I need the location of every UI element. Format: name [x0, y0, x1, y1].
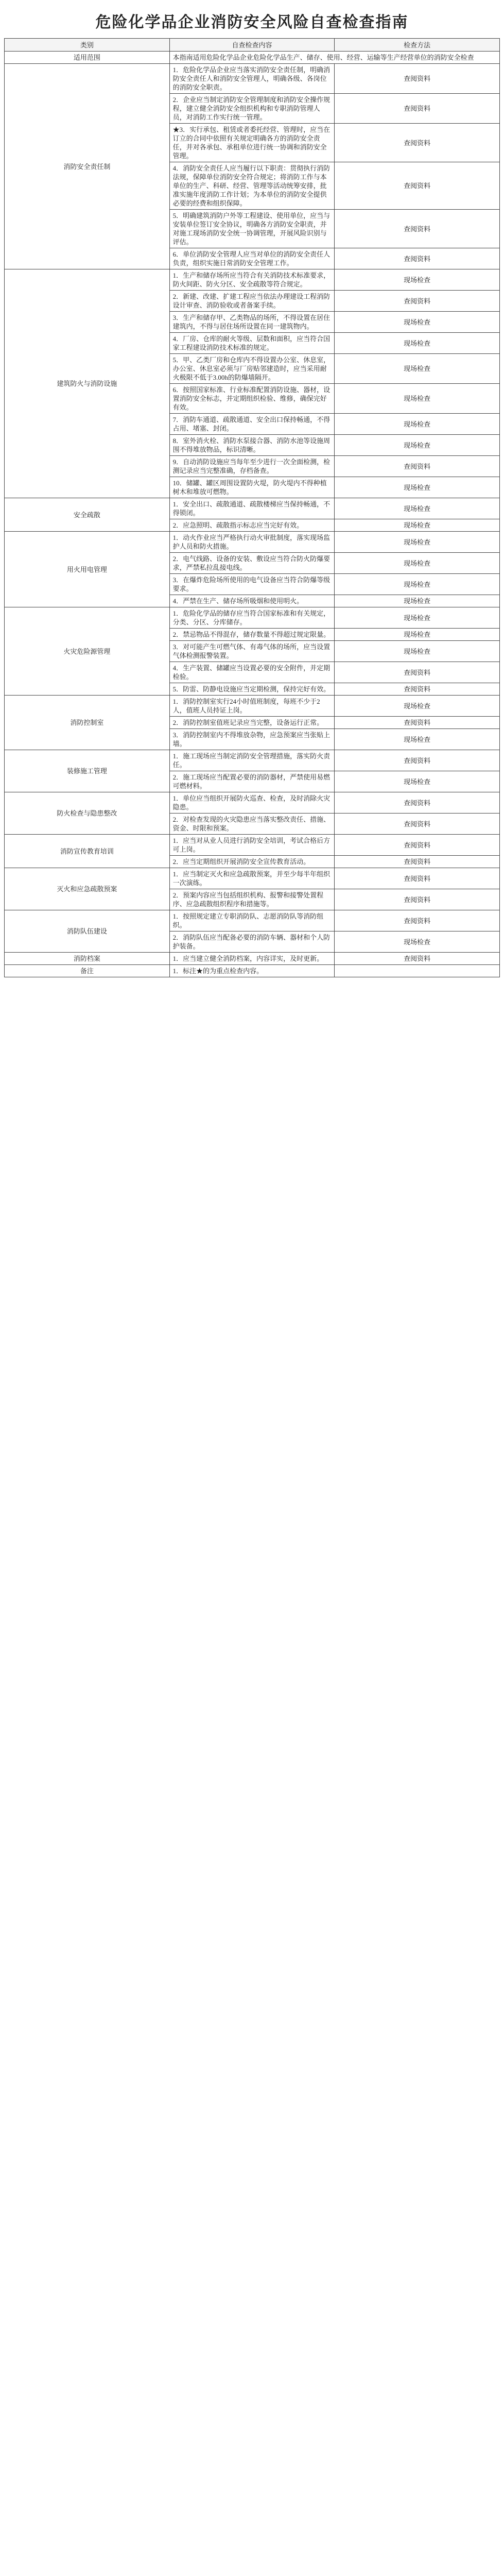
- check-method: 现场检查: [335, 414, 500, 435]
- requirement-text: 4．消防安全责任人应当履行以下职责：贯彻执行消防法规，保障单位消防安全符合规定；将消防工作与本单位的生产、科研、经营、管理等活动统筹安排，批准实施年度消防工作计划；为本单位的消防安全提供必要的经费和组织保障。: [169, 162, 335, 210]
- table-row: [5, 868, 500, 889]
- requirement-text: 4．厂房、仓库的耐火等级、层数和面积，应当符合国家工程建设消防技术标准的规定。: [169, 333, 335, 354]
- table-row: [5, 607, 500, 629]
- requirement-text: 4．生产装置、储罐应当设置必要的安全附件，并定期检验。: [169, 662, 335, 683]
- checklist-table: [4, 38, 500, 977]
- check-method: 现场检查: [335, 532, 500, 553]
- requirement-text: 5．防雷、防静电设施应当定期检测，保持完好有效。: [169, 683, 335, 696]
- check-method: 查阅资料: [335, 456, 500, 477]
- check-method: 查阅资料: [335, 94, 500, 124]
- check-method: 现场检查: [335, 931, 500, 953]
- page: [0, 0, 504, 982]
- check-method: 查阅资料: [335, 64, 500, 94]
- check-method: 查阅资料: [335, 210, 500, 248]
- requirement-text: 1．动火作业应当严格执行动火审批制度，落实现场监护人员和防火措施。: [169, 532, 335, 553]
- requirement-text: 1．安全出口、疏散通道、疏散楼梯应当保持畅通，不得锁闭。: [169, 498, 335, 519]
- table-row: [5, 965, 500, 977]
- requirement-text: 2．应当定期组织开展消防安全宣传教育活动。: [169, 856, 335, 868]
- section-category: 备注: [5, 965, 170, 977]
- requirement-text: 3．消防控制室内不得堆放杂物，应急预案应当张贴上墙。: [169, 729, 335, 750]
- requirement-text: 10．储罐、罐区周围设置防火堤，防火堤内不得种植树木和堆放可燃物。: [169, 477, 335, 498]
- requirement-text: 1．危险化学品的储存应当符合国家标准和有关规定，分类、分区、分库储存。: [169, 607, 335, 629]
- check-method: 现场检查: [335, 607, 500, 629]
- requirement-text: 1．单位应当组织开展防火巡查、检查，及时消除火灾隐患。: [169, 792, 335, 814]
- requirement-text: ★3．实行承包、租赁或者委托经营、管理时，应当在订立的合同中依照有关规定明确各方的消防安全责任，并对各承包、承租单位进行统一协调和消防安全管理。: [169, 124, 335, 162]
- requirement-text: 6．单位消防安全管理人应当对单位的消防安全责任人负责，组织实施日常消防安全管理工作。: [169, 248, 335, 269]
- check-method: 查阅资料: [335, 792, 500, 814]
- check-method: 现场检查: [335, 498, 500, 519]
- requirement-text: 2．预案内容应当包括组织机构、报警和接警处置程序、应急疏散组织程序和措施等。: [169, 889, 335, 910]
- requirement-text: 6．按照国家标准、行业标准配置消防设施、器材，设置消防安全标志，并定期组织检验、维修，确保完好有效。: [169, 384, 335, 414]
- table-row: [5, 532, 500, 553]
- check-method: 查阅资料: [335, 889, 500, 910]
- check-method: 现场检查: [335, 641, 500, 662]
- section-category: 装修施工管理: [5, 750, 170, 792]
- section-category: 用火用电管理: [5, 532, 170, 607]
- check-method: 查阅资料: [335, 717, 500, 729]
- table-row: [5, 835, 500, 856]
- requirement-text: 1．施工现场应当制定消防安全管理措施，落实防火责任。: [169, 750, 335, 771]
- check-method: 现场检查: [335, 269, 500, 291]
- scope-text: 本指南适用危险化学品企业危险化学品生产、储存、使用、经营、运输等生产经营单位的消防安全检查: [169, 52, 499, 64]
- requirement-text: 2．消防队伍应当配备必要的消防车辆、器材和个人防护装备。: [169, 931, 335, 953]
- requirement-text: 2．企业应当制定消防安全管理制度和消防安全操作规程，建立健全消防安全组织机构和专职消防管理人员，对消防工作实行统一管理。: [169, 94, 335, 124]
- check-method: 现场检查: [335, 312, 500, 333]
- section-category: 消防队伍建设: [5, 910, 170, 953]
- requirement-text: 1．危险化学品企业应当落实消防安全责任制，明确消防安全责任人和消防安全管理人，明确各级、各岗位的消防安全职责。: [169, 64, 335, 94]
- table-row: [5, 64, 500, 94]
- check-method: 查阅资料: [335, 856, 500, 868]
- check-method: 现场检查: [335, 574, 500, 595]
- check-method: 查阅资料: [335, 662, 500, 683]
- requirement-text: 2．电气线路、设备的安装、敷设应当符合防火防爆要求，严禁私拉乱接电线。: [169, 553, 335, 574]
- requirement-text: 1．应当建立健全消防档案，内容详实，及时更新。: [169, 953, 335, 965]
- requirement-text: 2．消防控制室值班记录应当完整，设备运行正常。: [169, 717, 335, 729]
- page-title: 危险化学品企业消防安全风险自查检查指南: [95, 14, 409, 31]
- check-method: 查阅资料: [335, 750, 500, 771]
- table-row: [5, 269, 500, 291]
- check-method: 查阅资料: [335, 248, 500, 269]
- section-category: 建筑防火与消防设施: [5, 269, 170, 498]
- requirement-text: 1．应当制定灭火和应急疏散预案，并至少每半年组织一次演练。: [169, 868, 335, 889]
- requirement-text: 2．应急照明、疏散指示标志应当完好有效。: [169, 519, 335, 532]
- requirement-text: 1．应当对从业人员进行消防安全培训，考试合格后方可上岗。: [169, 835, 335, 856]
- requirement-text: 9．自动消防设施应当每年至少进行一次全面检测，检测记录应当完整准确，存档备查。: [169, 456, 335, 477]
- check-method: 现场检查: [335, 696, 500, 717]
- requirement-text: 5．明确建筑消防户外等工程建设、使用单位，应当与安装单位签订安全协议，明确各方消防安全职责，并对施工现场消防安全统一协调管理，开展风险识别与评估。: [169, 210, 335, 248]
- requirement-text: 3．生产和储存甲、乙类物品的场所，不得设置在居住建筑内，不得与居住场所设置在同一建筑物内。: [169, 312, 335, 333]
- header-requirement: 自查检查内容: [169, 39, 335, 52]
- check-method: 查阅资料: [335, 910, 500, 931]
- check-method: [335, 965, 500, 977]
- check-method: 现场检查: [335, 384, 500, 414]
- requirement-text: 1．标注★的为重点检查内容。: [169, 965, 335, 977]
- section-category: 火灾危险源管理: [5, 607, 170, 696]
- requirement-text: 8．室外消火栓、消防水泵接合器、消防水池等设施周围不得堆放物品，标识清晰。: [169, 435, 335, 456]
- check-method: 现场检查: [335, 354, 500, 384]
- check-method: 现场检查: [335, 435, 500, 456]
- check-method: 现场检查: [335, 477, 500, 498]
- check-method: 查阅资料: [335, 814, 500, 835]
- check-method: 查阅资料: [335, 835, 500, 856]
- scope-category: 适用范围: [5, 52, 170, 64]
- check-method: 现场检查: [335, 771, 500, 792]
- check-method: 现场检查: [335, 553, 500, 574]
- table-row: [5, 696, 500, 717]
- check-method: 查阅资料: [335, 683, 500, 696]
- header-method: 检查方法: [335, 39, 500, 52]
- check-method: 现场检查: [335, 629, 500, 641]
- requirement-text: 5．甲、乙类厂房和仓库内不得设置办公室、休息室，办公室、休息室必须与厂房贴邻建造时，应当采用耐火极限不低于3.00h的防爆墙隔开。: [169, 354, 335, 384]
- requirement-text: 3．在爆炸危险场所使用的电气设备应当符合防爆等级要求。: [169, 574, 335, 595]
- check-method: 查阅资料: [335, 124, 500, 162]
- requirement-text: 1．按照规定建立专职消防队、志愿消防队等消防组织。: [169, 910, 335, 931]
- section-category: 消防安全责任制: [5, 64, 170, 269]
- checklist-body: [5, 52, 500, 977]
- section-category: 防火检查与隐患整改: [5, 792, 170, 835]
- scope-row: [5, 52, 500, 64]
- header-row: [5, 39, 500, 52]
- table-row: [5, 750, 500, 771]
- requirement-text: 7．消防车通道、疏散通道、安全出口保持畅通，不得占用、堵塞、封闭。: [169, 414, 335, 435]
- check-method: 查阅资料: [335, 953, 500, 965]
- section-category: 消防宣传教育培训: [5, 835, 170, 868]
- header-category: 类别: [5, 39, 170, 52]
- requirement-text: 2．禁忌物品不得混存，储存数量不得超过规定限量。: [169, 629, 335, 641]
- requirement-text: 2．对检查发现的火灾隐患应当落实整改责任、措施、资金、时限和预案。: [169, 814, 335, 835]
- requirement-text: 4．严禁在生产、储存场所吸烟和使用明火。: [169, 595, 335, 607]
- table-row: [5, 953, 500, 965]
- section-category: 消防控制室: [5, 696, 170, 750]
- table-row: [5, 910, 500, 931]
- check-method: 现场检查: [335, 333, 500, 354]
- check-method: 现场检查: [335, 729, 500, 750]
- check-method: 查阅资料: [335, 162, 500, 210]
- section-category: 安全疏散: [5, 498, 170, 532]
- requirement-text: 1．生产和储存场所应当符合有关消防技术标准要求，防火间距、防火分区、安全疏散等符合规定。: [169, 269, 335, 291]
- check-method: 现场检查: [335, 595, 500, 607]
- requirement-text: 3．对可能产生可燃气体、有毒气体的场所，应当设置气体检测报警装置。: [169, 641, 335, 662]
- section-category: 消防档案: [5, 953, 170, 965]
- requirement-text: 1．消防控制室实行24小时值班制度，每班不少于2人，值班人员持证上岗。: [169, 696, 335, 717]
- table-row: [5, 792, 500, 814]
- check-method: 查阅资料: [335, 291, 500, 312]
- table-row: [5, 498, 500, 519]
- check-method: 现场检查: [335, 519, 500, 532]
- check-method: 查阅资料: [335, 868, 500, 889]
- requirement-text: 2．新建、改建、扩建工程应当依法办理建设工程消防设计审查、消防验收或者备案手续。: [169, 291, 335, 312]
- requirement-text: 2．施工现场应当配置必要的消防器材，严禁使用易燃可燃材料。: [169, 771, 335, 792]
- section-category: 灭火和应急疏散预案: [5, 868, 170, 910]
